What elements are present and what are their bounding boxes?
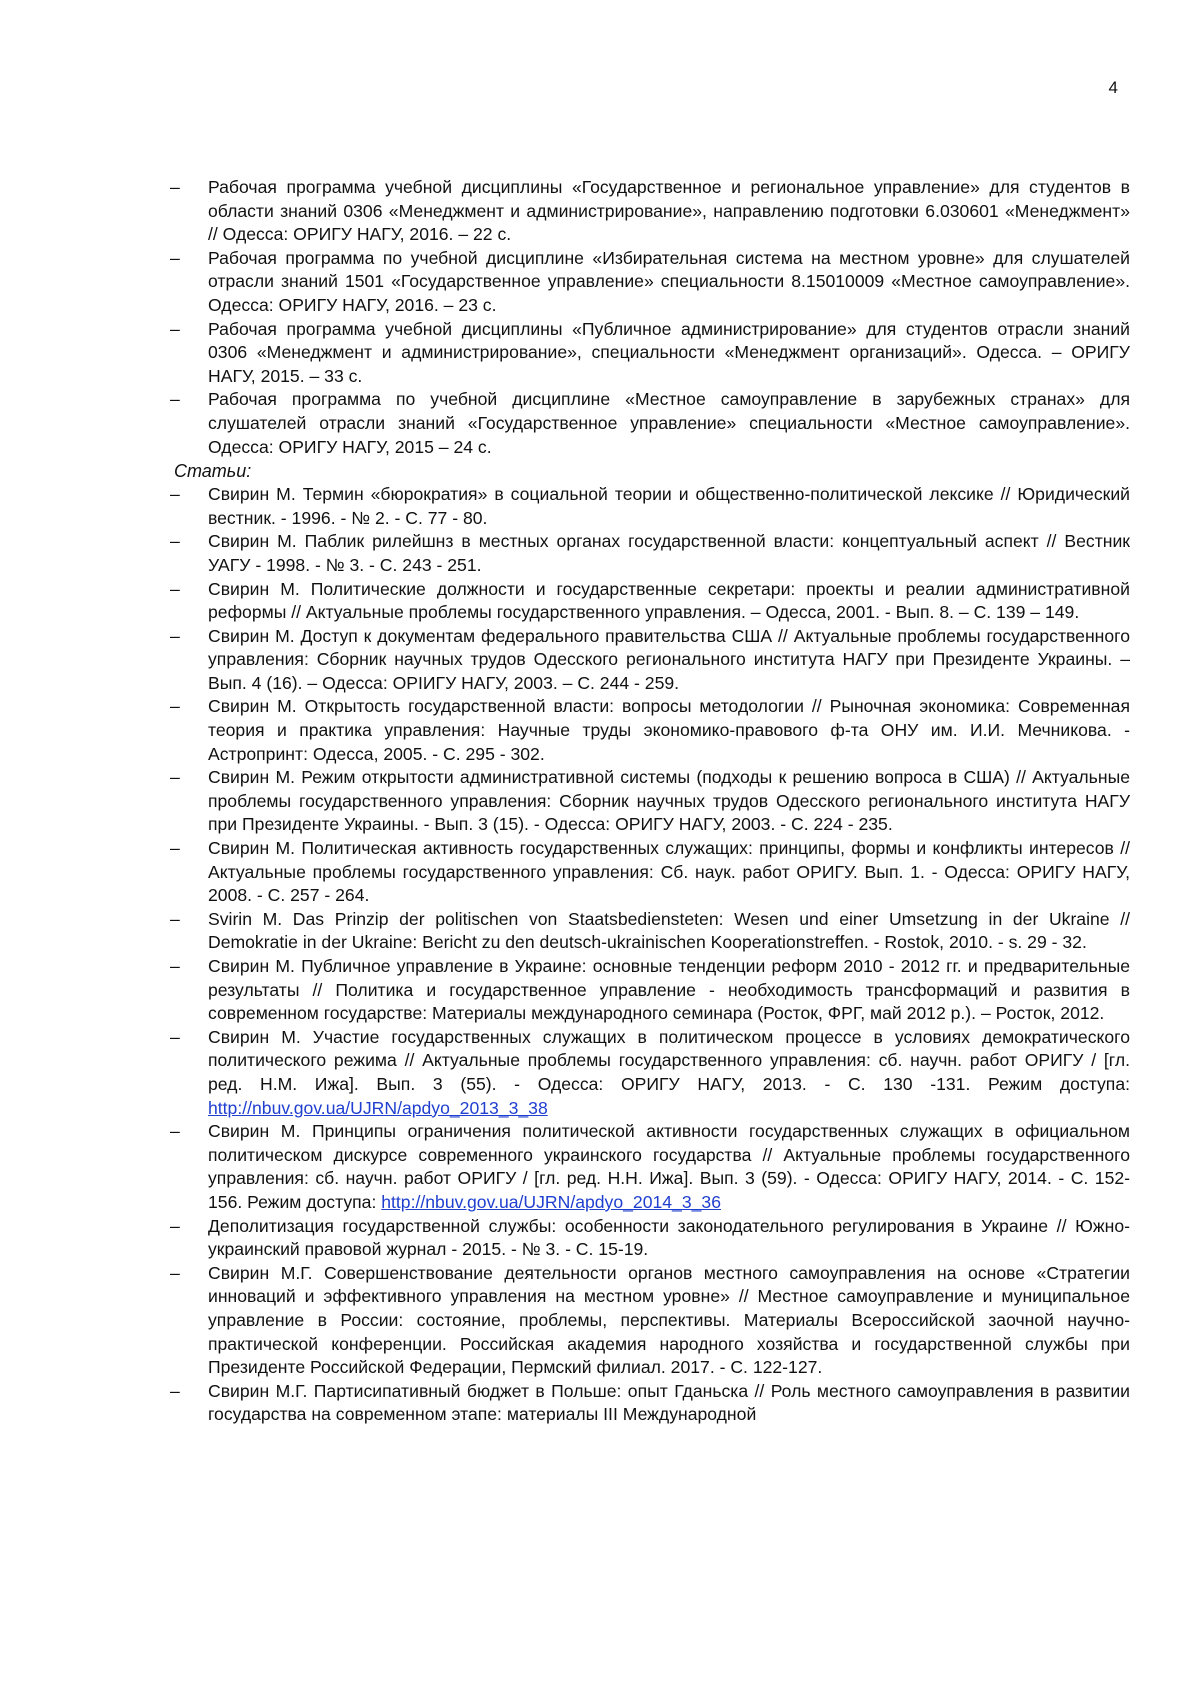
reference-link[interactable]: http://nbuv.gov.ua/UJRN/apdyo_2014_3_36 [381, 1191, 721, 1212]
program-item [170, 247, 1130, 318]
article-item [170, 766, 1130, 837]
program-item-text: Рабочая программа по учебной дисциплине «Избирательная система на местном уровне» для слушателей отрасли знаний 1501 «Государственное управление» специальности 8.15010009 «Местное самоуправление». Одесса: ОРИГУ НАГУ, 2016. – 23 с. [208, 247, 1130, 315]
article-item [170, 695, 1130, 766]
article-item [170, 483, 1130, 530]
program-item-text: Рабочая программа учебной дисциплины «Государственное и региональное управление» для студентов в области знаний 0306 «Менеджмент и администрирование», направлению подготовки 6.030601 «Менеджмент» // Одесса: ОРИГУ НАГУ, 2016. – 22 с. [208, 177, 1130, 245]
program-item-text: Рабочая программа учебной дисциплины «Публичное администрирование» для студентов отрасли знаний 0306 «Менеджмент и администрирование», специальности «Менеджмент организаций». Одесса. – ОРИГУ НАГУ, 2015. – 33 с. [208, 318, 1130, 386]
article-item-text: Свирин М.Г. Партисипативный бюджет в Польше: опыт Гданьска // Роль местного самоуправления в развитии государства на современном этапе: материалы III Международной [208, 1380, 1130, 1425]
article-item [170, 1026, 1130, 1120]
article-item [170, 530, 1130, 577]
article-item-text: Svirin M. Das Prinzip der politischen von Staatsbediensteten: Wesen und einer Umsetzung in der Ukraine // Demokratie in der Ukraine: Bericht zu den deutsch-ukrainischen Kooperationstreffen. - Rostok, 2010. - s. 29 - 32. [208, 908, 1130, 953]
list-dash-marker: – [170, 1121, 180, 1142]
article-item-text: Свирин М. Политическая активность государственных служащих: принципы, формы и конфликты интересов // Актуальные проблемы государственного управления: Сб. наук. работ ОРИГУ. Вып. 1. - Одесса: ОРИГУ НАГУ, 2008. - С. 257 - 264. [208, 838, 1130, 906]
list-dash-marker: – [170, 389, 180, 410]
list-dash-marker: – [170, 177, 180, 197]
list-dash-marker: – [170, 1262, 180, 1283]
list-dash-marker: – [170, 908, 180, 929]
list-dash-marker: – [170, 1380, 180, 1401]
program-item-text: Рабочая программа по учебной дисциплине «Местное самоуправление в зарубежных странах» для слушателей отрасли знаний «Государственное управление» специальности «Местное самоуправление». Одесса: ОРИГУ НАГУ, 2015 – 24 с. [208, 389, 1130, 457]
article-item [170, 625, 1130, 696]
list-dash-marker: – [170, 767, 180, 788]
article-item-text: Свирин М. Режим открытости административной системы (подходы к решению вопроса в США) // Актуальные проблемы государственного управления: Сборник научных трудов Одесского регионального института НАГУ при Президенте Украины. - Вып. 3 (15). - Одесса: ОРИГУ НАГУ, 2003. - С. 224 - 235. [208, 767, 1130, 835]
article-item-text: Свирин М.Г. Совершенствование деятельности органов местного самоуправления на основе «Стратегии инноваций и эффективного управления на местном уровне» // Местное самоуправление и муниципальное управление в России: состояние, проблемы, перспективы. Материалы Всероссийской заочной научно-практической конференции. Российская академия народного хозяйства и государственной службы при Президенте Российской Федерации, Пермский филиал. 2017. - С. 122-127. [208, 1262, 1130, 1378]
article-item-text: Деполитизация государственной службы: особенности законодательного регулирования в Украине // Южно-украинский правовой журнал - 2015. - № 3. - С. 15-19. [208, 1215, 1130, 1260]
document-body [170, 176, 1130, 1427]
list-dash-marker: – [170, 838, 180, 859]
article-item [170, 908, 1130, 955]
article-item-text: Свирин М. Термин «бюрократия» в социальной теории и общественно-политической лексике // Юридический вестник. - 1996. - № 2. - С. 77 - 80. [208, 484, 1130, 528]
list-dash-marker: – [170, 247, 180, 268]
list-dash-marker: – [170, 956, 180, 976]
article-item-text: Свирин М. Принципы ограничения политической активности государственных служащих в официальном политическом дискурсе современного украинского государства // Актуальные проблемы государственного управления: сб. научн. работ ОРИГУ / [гл. ред. Н.Н. Ижа]. Вып. 3 (59). - Одесса: ОРИГУ НАГУ, 2014. - С. 152-156. Режим доступа: [208, 1121, 1130, 1212]
article-item [170, 578, 1130, 625]
articles-heading: Статьи: [174, 461, 252, 482]
article-item-text: Свирин М. Участие государственных служащих в политическом процессе в условиях демократического политического режима // Актуальные проблемы государственного управления: сб. научн. работ ОРИГУ / [гл. ред. Н.М. Ижа]. Вып. 3 (55). - Одесса: ОРИГУ НАГУ, 2013. - С. 130 -131. Режим доступа: [208, 1026, 1130, 1094]
reference-link[interactable]: http://nbuv.gov.ua/UJRN/apdyo_2013_3_38 [208, 1097, 548, 1118]
list-dash-marker: – [170, 1215, 180, 1236]
program-item [170, 318, 1130, 389]
article-item [170, 837, 1130, 908]
page-number: 4 [1108, 78, 1118, 97]
list-dash-marker: – [170, 318, 180, 339]
article-item-text: Свирин М. Политические должности и государственные секретари: проекты и реалии административной реформы // Актуальные проблемы государственного управления. – Одесса, 2001. - Вып. 8. – С. 139 – 149. [208, 578, 1130, 623]
program-item [170, 176, 1130, 247]
article-item-text: Свирин М. Доступ к документам федерального правительства США // Актуальные проблемы государственного управления: Сборник научных трудов Одесского регионального института НАГУ при Президенте Украины. – Вып. 4 (16). – Одесса: ОРІИГУ НАГУ, 2003. – С. 244 - 259. [208, 625, 1130, 693]
article-item-text: Свирин М. Паблик рилейшнз в местных органах государственной власти: концептуальный аспект // Вестник УАГУ - 1998. - № 3. - С. 243 - 251. [208, 531, 1130, 575]
articles-list [170, 483, 1130, 1427]
list-dash-marker: – [170, 1026, 180, 1047]
list-dash-marker: – [170, 625, 180, 646]
article-item [170, 1120, 1130, 1214]
article-item [170, 1262, 1130, 1380]
article-item-text: Свирин М. Публичное управление в Украине: основные тенденции реформ 2010 - 2012 гг. и предварительные результаты // Политика и государственное управление - необходимость трансформаций и развития в современном государстве: Материалы международного семинара (Росток, ФРГ, май 2012 р.). – Росток, 2012. [208, 956, 1130, 1024]
article-item-text: Свирин М. Открытость государственной власти: вопросы методологии // Рыночная экономика: Современная теория и практика управления: Научные труды экономико-правового ф-та ОНУ им. И.И. Мечникова. - Астропринт: Одесса, 2005. - С. 295 - 302. [208, 696, 1130, 764]
list-dash-marker: – [170, 484, 180, 505]
list-dash-marker: – [170, 578, 180, 599]
programs-list [170, 176, 1130, 459]
article-item [170, 955, 1130, 1026]
article-item [170, 1215, 1130, 1262]
list-dash-marker: – [170, 531, 180, 552]
article-item [170, 1380, 1130, 1427]
list-dash-marker: – [170, 696, 180, 717]
program-item [170, 388, 1130, 459]
